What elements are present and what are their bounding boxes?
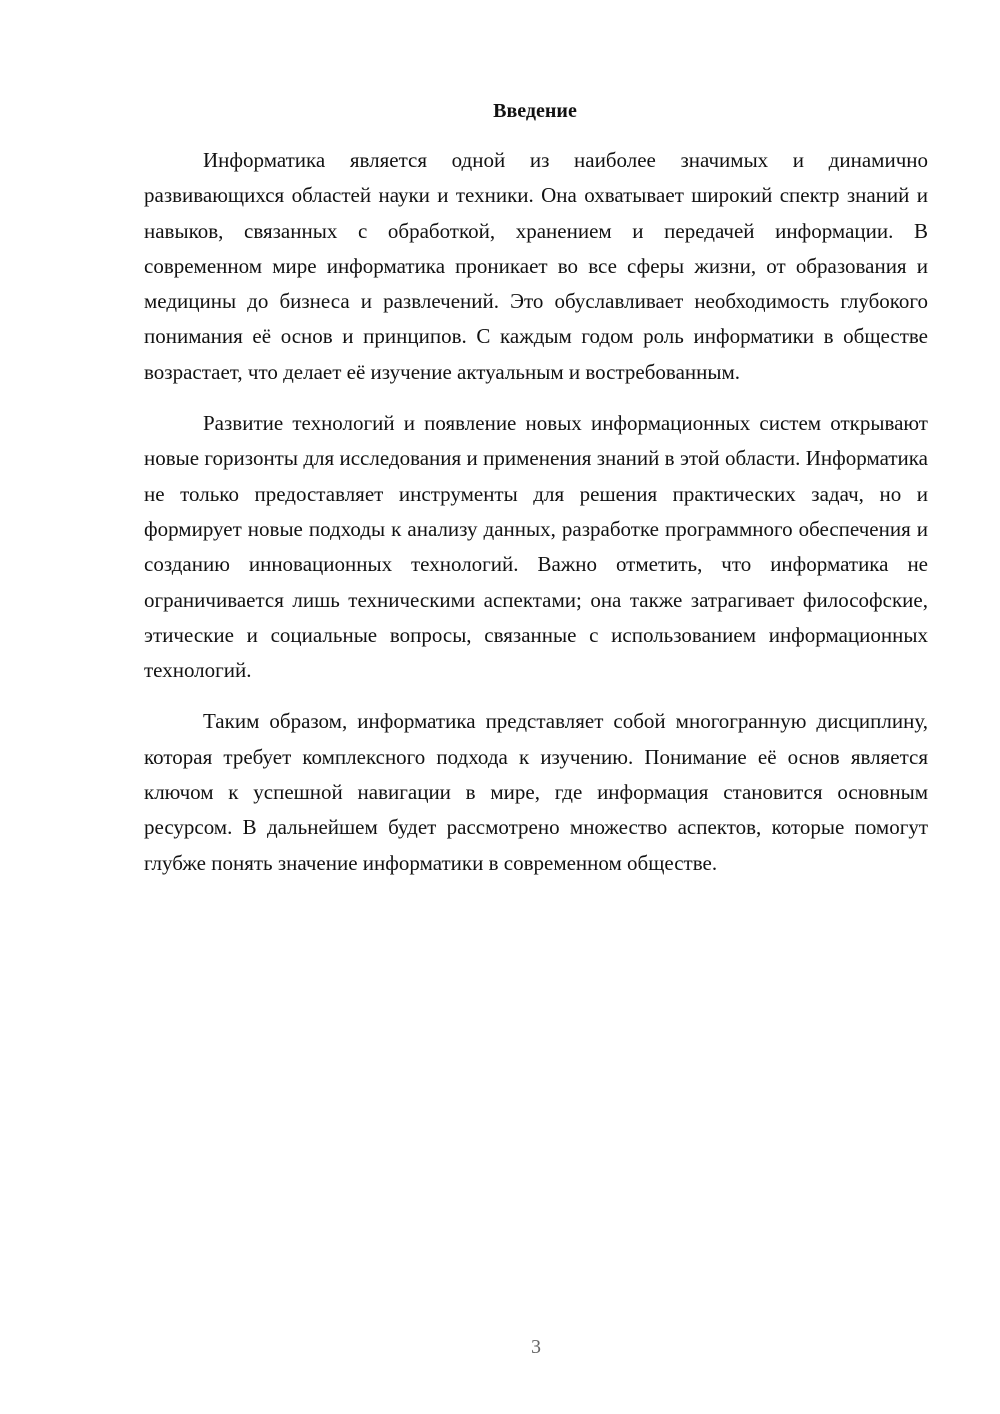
page-number: 3 [531,1336,541,1358]
paragraph-2: Развитие технологий и появление новых информационных систем открывают новые горизонты для исследования и применения знаний в этой области. Информатика не только предоставляет инструменты для решения практических задач, но и формирует новые подходы к анализу данных, разработке программного обеспечения и созданию инновационных технологий. Важно отметить, что информатика не ограничивается лишь техническими аспектами; она также затрагивает философские, этические и социальные вопросы, связанные с использованием информационных технологий. [144,411,928,683]
paragraph-1: Информатика является одной из наиболее значимых и динамично развивающихся областей науки и техники. Она охватывает широкий спектр знаний и навыков, связанных с обработкой, хранением и передачей информации. В современном мире информатика проникает во все сферы жизни, от образования и медицины до бизнеса и развлечений. Это обуславливает необходимость глубокого понимания её основ и принципов. С каждым годом роль информатики в обществе возрастает, что делает её изучение актуальным и востребованным. [144,148,928,384]
body-text [144,143,928,897]
page-title: Введение [493,100,577,122]
paragraph-3: Таким образом, информатика представляет собой многогранную дисциплину, которая требует комплексного подхода к изучению. Понимание её основ является ключом к успешной навигации в мире, где информация становится основным ресурсом. В дальнейшем будет рассмотрено множество аспектов, которые помогут глубже понять значение информатики в современном обществе. [144,709,928,875]
